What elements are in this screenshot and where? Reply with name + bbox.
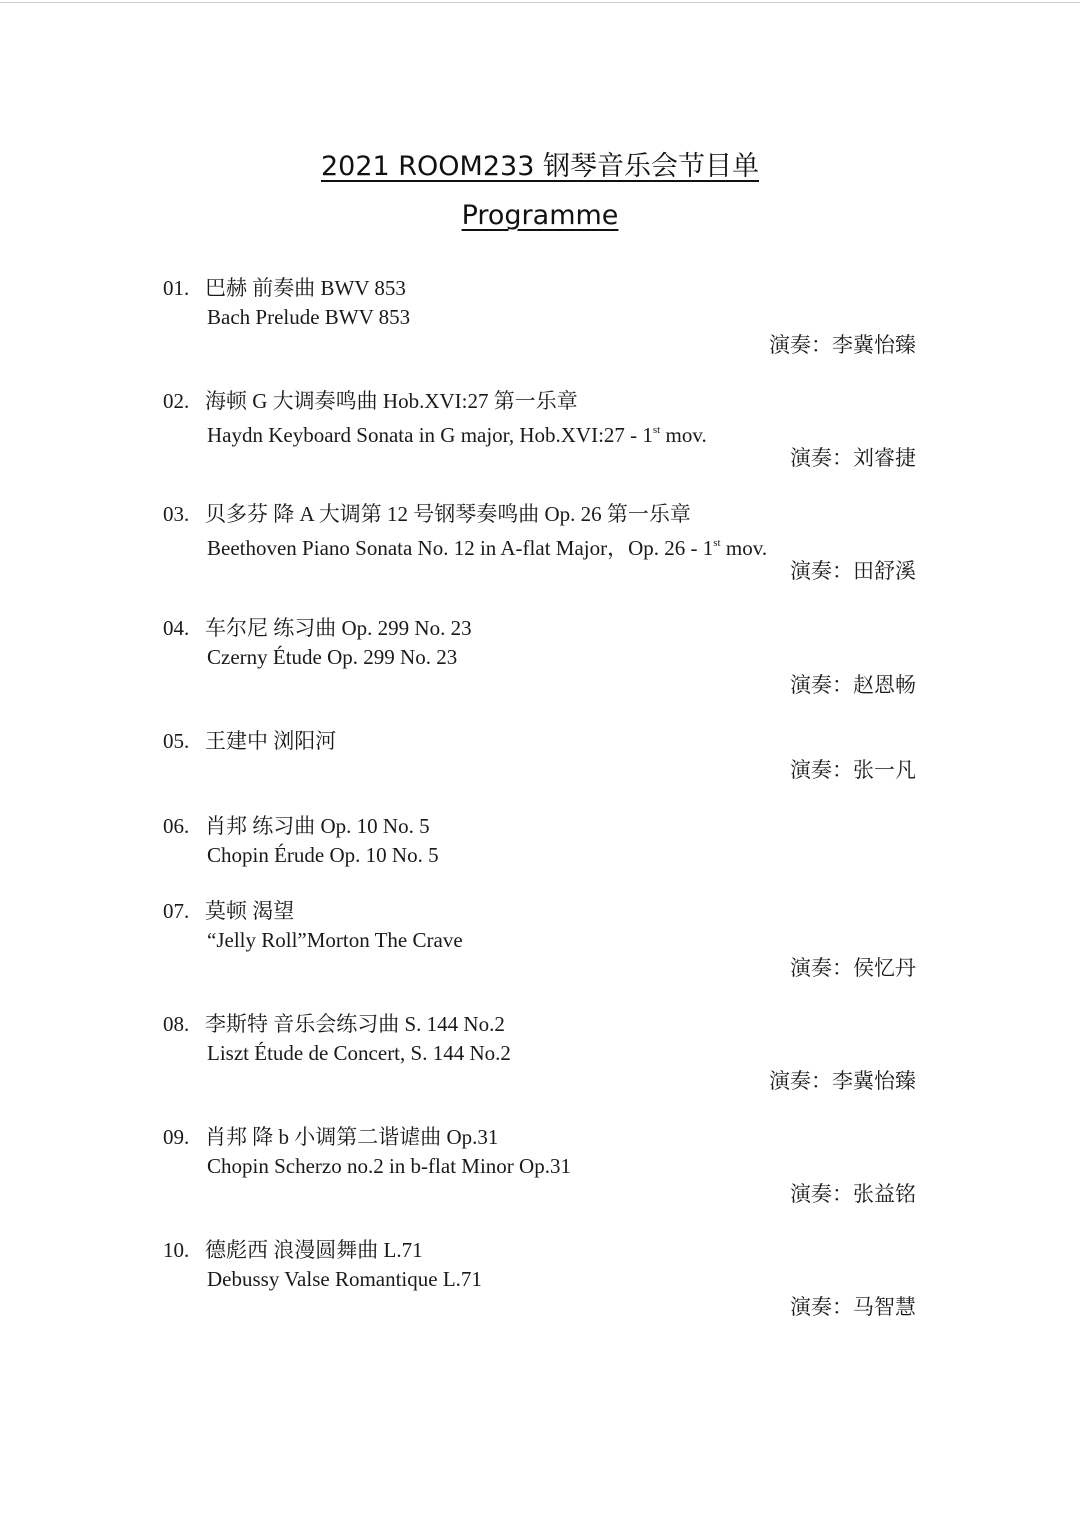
- item-performer: 演奏：张一凡: [790, 758, 916, 782]
- item-title-zh: 03. 贝多芬 降 A 大调第 12 号钢琴奏鸣曲 Op. 26 第一乐章: [163, 502, 691, 526]
- page-title: 2021 ROOM233 钢琴音乐会节目单: [321, 151, 759, 182]
- item-title-zh: 09. 肖邦 降 b 小调第二谐谑曲 Op.31: [163, 1125, 499, 1149]
- item-performer: 演奏：刘睿捷: [790, 446, 916, 470]
- item-title-zh: 10. 德彪西 浪漫圆舞曲 L.71: [163, 1238, 423, 1262]
- item-title-en: Beethoven Piano Sonata No. 12 in A-flat Major，Op. 26 - 1st mov.: [207, 536, 768, 560]
- item-title-en: Czerny Étude Op. 299 No. 23: [207, 645, 458, 669]
- item-number: 03.: [163, 502, 190, 526]
- item-number: 09.: [163, 1125, 190, 1149]
- item-title-en: Chopin Érude Op. 10 No. 5: [207, 843, 439, 867]
- item-number: 02.: [163, 389, 190, 413]
- item-title-en: “Jelly Roll”Morton The Crave: [207, 928, 463, 952]
- item-number: 01.: [163, 276, 190, 300]
- item-title-en: Chopin Scherzo no.2 in b-flat Minor Op.31: [207, 1154, 571, 1178]
- item-title-zh: 07. 莫顿 渴望: [163, 899, 295, 923]
- item-performer: 演奏：田舒溪: [790, 559, 916, 583]
- item-number: 05.: [163, 729, 190, 753]
- item-title-en: Liszt Étude de Concert, S. 144 No.2: [207, 1041, 511, 1065]
- item-number: 06.: [163, 814, 190, 838]
- item-title-en: Haydn Keyboard Sonata in G major, Hob.XVI:27 - 1st mov.: [207, 423, 707, 447]
- item-title-zh: 02. 海顿 G 大调奏鸣曲 Hob.XVI:27 第一乐章: [163, 389, 578, 413]
- page-subtitle: Programme: [461, 200, 619, 231]
- item-performer: 演奏：侯忆丹: [790, 956, 916, 980]
- top-divider: [0, 2, 1080, 3]
- item-performer: 演奏：张益铭: [790, 1182, 916, 1206]
- item-performer: 演奏：赵恩畅: [790, 673, 916, 697]
- item-title-zh: 08. 李斯特 音乐会练习曲 S. 144 No.2: [163, 1012, 505, 1036]
- item-number: 10.: [163, 1238, 190, 1262]
- item-title-en: Debussy Valse Romantique L.71: [207, 1267, 482, 1291]
- item-title-zh: 01. 巴赫 前奏曲 BWV 853: [163, 276, 406, 300]
- item-performer: 演奏：马智慧: [790, 1295, 916, 1319]
- item-title-en: Bach Prelude BWV 853: [207, 305, 411, 329]
- item-title-zh: 04. 车尔尼 练习曲 Op. 299 No. 23: [163, 616, 472, 640]
- item-performer: 演奏：李冀怡臻: [769, 333, 916, 357]
- item-number: 08.: [163, 1012, 190, 1036]
- item-number: 04.: [163, 616, 190, 640]
- item-number: 07.: [163, 899, 190, 923]
- item-title-zh: 05. 王建中 浏阳河: [163, 729, 337, 753]
- item-title-zh: 06. 肖邦 练习曲 Op. 10 No. 5: [163, 814, 430, 838]
- item-performer: 演奏：李冀怡臻: [769, 1069, 916, 1093]
